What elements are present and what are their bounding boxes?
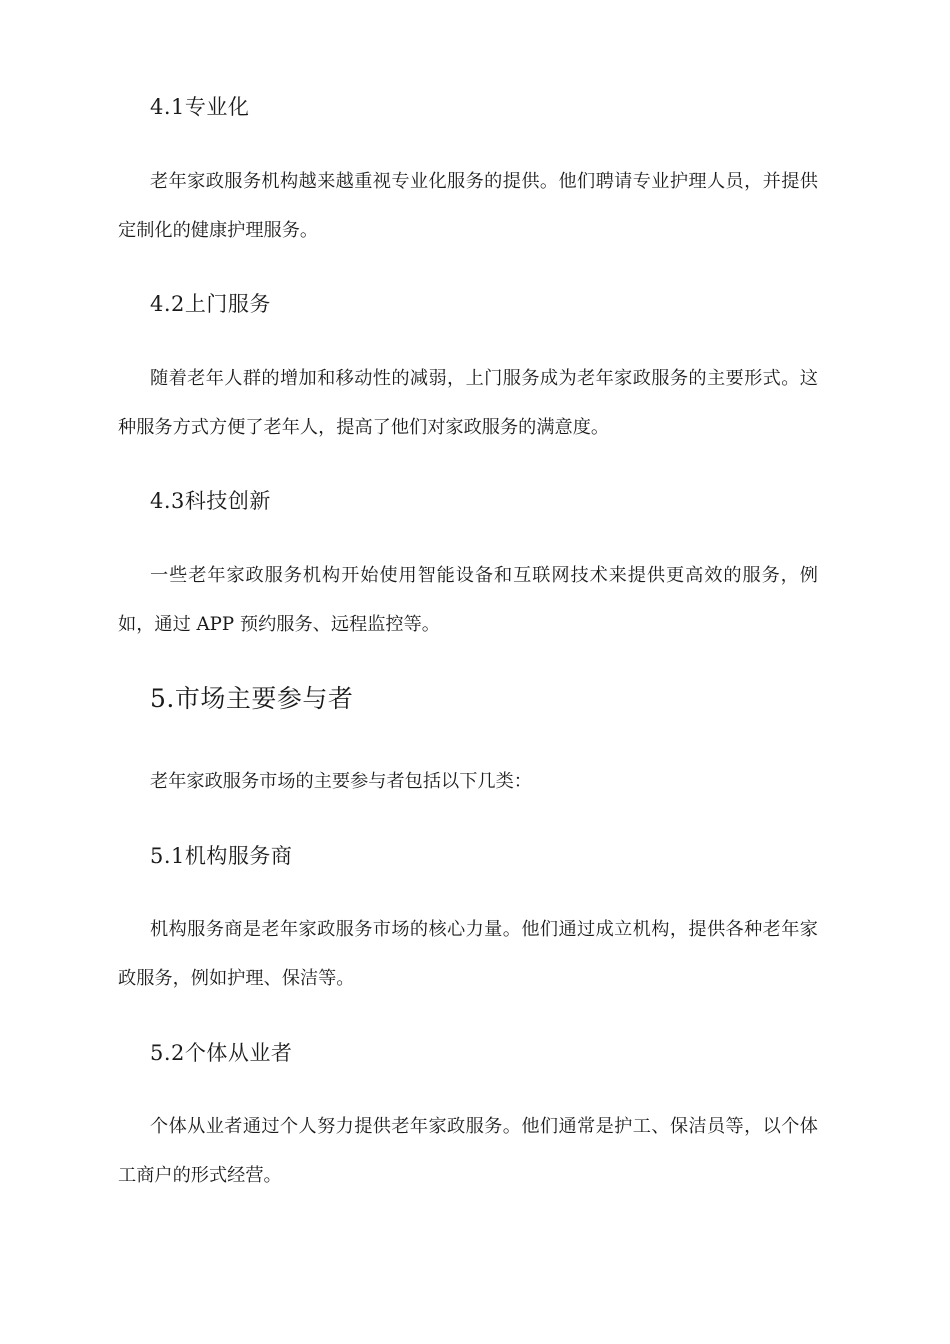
section-paragraph-5-1: 机构服务商是老年家政服务市场的核心力量。他们通过成立机构，提供各种老年家政服务，例如护理、保洁等。 [118,919,818,989]
chapter-heading-5: 5.市场主要参与者 [150,684,354,713]
section-heading-4-2: 4.2上门服务 [150,292,271,316]
section-paragraph-4-2: 随着老年人群的增加和移动性的减弱，上门服务成为老年家政服务的主要形式。这种服务方式方便了老年人，提高了他们对家政服务的满意度。 [118,368,818,438]
section-heading-4-1: 4.1专业化 [150,95,250,119]
section-heading-5-1: 5.1机构服务商 [150,844,293,868]
section-paragraph-4-1: 老年家政服务机构越来越重视专业化服务的提供。他们聘请专业护理人员，并提供定制化的健康护理服务。 [118,171,818,241]
section-heading-5-2: 5.2个体从业者 [150,1041,293,1065]
chapter-intro-5: 老年家政服务市场的主要参与者包括以下几类： [150,771,532,792]
section-paragraph-4-3: 一些老年家政服务机构开始使用智能设备和互联网技术来提供更高效的服务，例如，通过 APP 预约服务、远程监控等。 [118,565,818,635]
section-paragraph-5-2: 个体从业者通过个人努力提供老年家政服务。他们通常是护工、保洁员等，以个体工商户的形式经营。 [118,1116,818,1186]
section-heading-4-3: 4.3科技创新 [150,489,271,513]
